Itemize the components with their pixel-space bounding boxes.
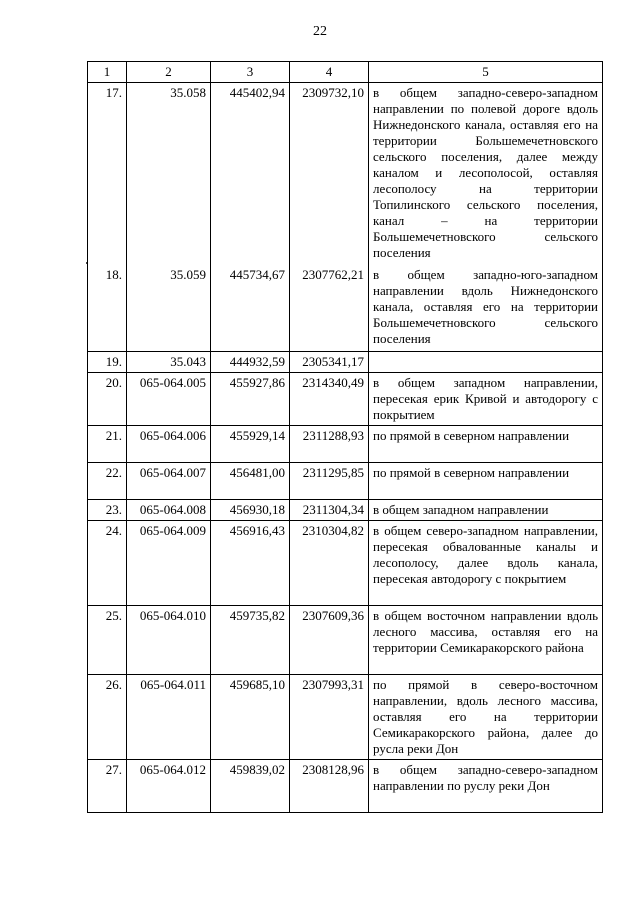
boundary-description: по прямой в северо-восточном направлении, вдоль лесного массива, оставляя его на территории Семикаракорского района, далее до русла реки Дон bbox=[369, 675, 603, 760]
coordinate-y: 2311295,85 bbox=[290, 463, 369, 500]
coordinate-y: 2314340,49 bbox=[290, 373, 369, 426]
coordinates-table bbox=[87, 61, 603, 813]
row-number: 24. bbox=[88, 521, 127, 606]
boundary-description: в общем северо-западном направлении, пересекая обвалованные каналы и лесополосу, далее вдоль канала, пересекая автодорогу с покрытием bbox=[369, 521, 603, 606]
boundary-description: в общем западно-юго-западном направлении вдоль Нижнедонского канала, оставляя его на территории Большемечетновского сельского поселения bbox=[369, 265, 603, 352]
column-header: 4 bbox=[290, 62, 369, 83]
coordinate-x: 456916,43 bbox=[211, 521, 290, 606]
point-code: 065-064.012 bbox=[127, 760, 211, 813]
page-number: 22 bbox=[313, 24, 327, 39]
table-row bbox=[88, 521, 603, 606]
coordinate-x: 456930,18 bbox=[211, 500, 290, 521]
point-code: 35.059 bbox=[127, 265, 211, 352]
row-number: 25. bbox=[88, 606, 127, 675]
column-header: 2 bbox=[127, 62, 211, 83]
point-code: 065-064.007 bbox=[127, 463, 211, 500]
table-row bbox=[88, 760, 603, 813]
row-number: 20. bbox=[88, 373, 127, 426]
point-code: 065-064.008 bbox=[127, 500, 211, 521]
table-row bbox=[88, 500, 603, 521]
coordinate-y: 2305341,17 bbox=[290, 352, 369, 373]
boundary-description: по прямой в северном направлении bbox=[369, 463, 603, 500]
table-row bbox=[88, 426, 603, 463]
point-code: 065-064.011 bbox=[127, 675, 211, 760]
row-number: 26. bbox=[88, 675, 127, 760]
coordinate-x: 459685,10 bbox=[211, 675, 290, 760]
table-row bbox=[88, 675, 603, 760]
coordinate-y: 2311288,93 bbox=[290, 426, 369, 463]
column-header: 3 bbox=[211, 62, 290, 83]
column-header: 5 bbox=[369, 62, 603, 83]
coordinate-y: 2307993,31 bbox=[290, 675, 369, 760]
row-number: 21. bbox=[88, 426, 127, 463]
coordinate-x: 455927,86 bbox=[211, 373, 290, 426]
point-code: 065-064.005 bbox=[127, 373, 211, 426]
row-number: 27. bbox=[88, 760, 127, 813]
point-code: 065-064.010 bbox=[127, 606, 211, 675]
table-row bbox=[88, 352, 603, 373]
coordinate-x: 445734,67 bbox=[211, 265, 290, 352]
row-number: 17. bbox=[88, 83, 127, 266]
coordinate-x: 445402,94 bbox=[211, 83, 290, 266]
row-number: 19. bbox=[88, 352, 127, 373]
column-header: 1 bbox=[88, 62, 127, 83]
point-code: 35.058 bbox=[127, 83, 211, 266]
boundary-description: в общем западно-северо-западном направлении по руслу реки Дон bbox=[369, 760, 603, 813]
coordinate-x: 455929,14 bbox=[211, 426, 290, 463]
point-code: 065-064.009 bbox=[127, 521, 211, 606]
coordinate-x: 459735,82 bbox=[211, 606, 290, 675]
coordinate-y: 2309732,10 bbox=[290, 83, 369, 266]
table-row bbox=[88, 463, 603, 500]
table-row bbox=[88, 606, 603, 675]
boundary-description: в общем западно-северо-западном направлении по полевой дороге вдоль Нижнедонского канала, оставляя его на территории Большемечетновского сельского поселения, далее между каналом и лесополосой, оставляя лесополосу на территории Топилинского сельского поселения, канал – на территории Большемечетновского сельского поселения bbox=[369, 83, 603, 266]
boundary-description: по прямой в северном направлении bbox=[369, 426, 603, 463]
coordinate-x: 459839,02 bbox=[211, 760, 290, 813]
coordinate-y: 2311304,34 bbox=[290, 500, 369, 521]
coordinate-x: 444932,59 bbox=[211, 352, 290, 373]
point-code: 065-064.006 bbox=[127, 426, 211, 463]
boundary-description: в общем восточном направлении вдоль лесного массива, оставляя его на территории Семикаракорского района bbox=[369, 606, 603, 675]
row-number: 18. bbox=[88, 265, 127, 352]
row-number: 22. bbox=[88, 463, 127, 500]
coordinate-y: 2310304,82 bbox=[290, 521, 369, 606]
row-number: 23. bbox=[88, 500, 127, 521]
table-header-row bbox=[88, 62, 603, 83]
coordinate-y: 2308128,96 bbox=[290, 760, 369, 813]
table-row bbox=[88, 265, 603, 352]
boundary-description bbox=[369, 352, 603, 373]
point-code: 35.043 bbox=[127, 352, 211, 373]
table-row bbox=[88, 373, 603, 426]
coordinate-x: 456481,00 bbox=[211, 463, 290, 500]
boundary-description: в общем западном направлении, пересекая ерик Кривой и автодорогу с покрытием bbox=[369, 373, 603, 426]
table-row bbox=[88, 83, 603, 266]
boundary-description: в общем западном направлении bbox=[369, 500, 603, 521]
coordinate-y: 2307609,36 bbox=[290, 606, 369, 675]
coordinate-y: 2307762,21 bbox=[290, 265, 369, 352]
